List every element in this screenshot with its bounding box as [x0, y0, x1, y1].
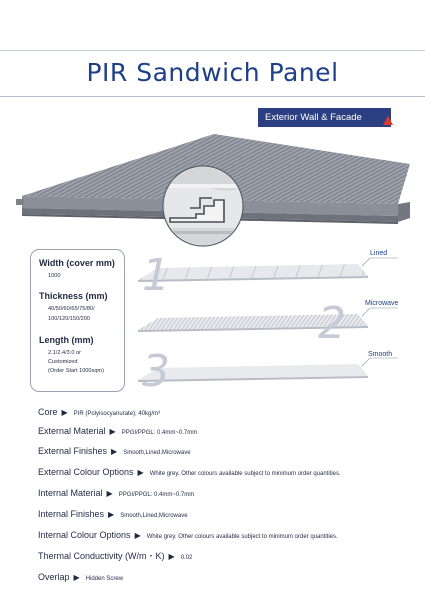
spec-row-internal-colour: [38, 525, 338, 543]
page-title: PIR Sandwich Panel: [86, 58, 339, 87]
spec-label: External Material: [38, 426, 106, 436]
triangle-right-icon: ▶: [168, 552, 175, 561]
spec-row-overlap: [38, 567, 123, 585]
spec-value: White grey. Other colours available subject to minimum order quantities.: [149, 471, 341, 477]
triangle-right-icon: ▶: [109, 427, 116, 436]
spec-label: Internal Colour Options: [38, 530, 131, 540]
spec-row-external-material: [38, 421, 197, 439]
spec-label: Overlap: [38, 572, 70, 582]
width-heading: Width (cover mm): [39, 258, 115, 268]
spec-value: Hidden Screw: [85, 576, 124, 582]
triangle-right-icon: ▶: [73, 573, 80, 582]
triangle-right-icon: ▶: [111, 447, 118, 456]
dimensions-box: [30, 249, 125, 392]
length-line-3: (Order Start 1000sqm): [48, 368, 104, 374]
thickness-heading: Thickness (mm): [39, 291, 108, 301]
thickness-line-1: 40/50/60/65/75/80/: [48, 306, 95, 312]
spec-row-thermal-conductivity: [38, 546, 192, 564]
length-line-1: 2.1/2.4/3.0 or: [48, 350, 81, 356]
spec-label: External Colour Options: [38, 467, 134, 477]
length-heading: Length (mm): [39, 335, 94, 345]
spec-value: Smooth,Lined,Microwave: [123, 450, 191, 456]
finish-number-2: 2: [318, 298, 346, 349]
spec-row-internal-material: [38, 483, 194, 501]
spec-row-external-finishes: [38, 441, 191, 459]
finish-number-3: 3: [142, 346, 170, 397]
panel-illustration: [0, 126, 425, 251]
triangle-icon: [383, 116, 393, 125]
finish-label-microwave: Microwave: [365, 300, 399, 307]
spec-row-core: [38, 402, 160, 420]
spec-value: Smooth,Lined,Microwave: [120, 513, 188, 519]
spec-label: Internal Finishes: [38, 509, 105, 519]
spec-value: White grey. Other colours available subject to minimum order quantities.: [146, 534, 338, 540]
category-tag: Exterior Wall & Facade: [258, 108, 391, 127]
spec-value: PPGI/PPGL: 0.4mm~0.7mm: [121, 430, 198, 436]
title-divider: [0, 96, 425, 97]
finish-label-lined: Lined: [370, 250, 388, 257]
triangle-right-icon: ▶: [134, 531, 141, 540]
spec-value: PPGI/PPGL: 0.4mm~0.7mm: [118, 492, 195, 498]
spec-label: External Finishes: [38, 446, 108, 456]
top-divider: [0, 50, 425, 51]
triangle-right-icon: ▶: [61, 408, 68, 417]
spec-label: Internal Material: [38, 488, 103, 498]
thickness-line-2: 100/120/150/200: [48, 316, 90, 322]
finish-number-1: 1: [142, 250, 170, 301]
spec-label: Core: [38, 407, 58, 417]
finish-label-smooth: Smooth: [368, 351, 393, 358]
length-line-2: Customized: [48, 359, 78, 365]
finish-samples: [130, 248, 400, 396]
spec-label: Thermal Conductivity (W/m・K): [38, 551, 165, 561]
spec-value: PIR (Polyisocyanurate); 40kg/m³: [73, 411, 161, 417]
spec-row-external-colour: [38, 462, 341, 480]
triangle-right-icon: ▶: [137, 468, 144, 477]
spec-row-internal-finishes: [38, 504, 188, 522]
width-value: 1000: [48, 273, 61, 279]
triangle-right-icon: ▶: [106, 489, 113, 498]
spec-value: 0.02: [180, 555, 193, 561]
triangle-right-icon: ▶: [108, 510, 115, 519]
